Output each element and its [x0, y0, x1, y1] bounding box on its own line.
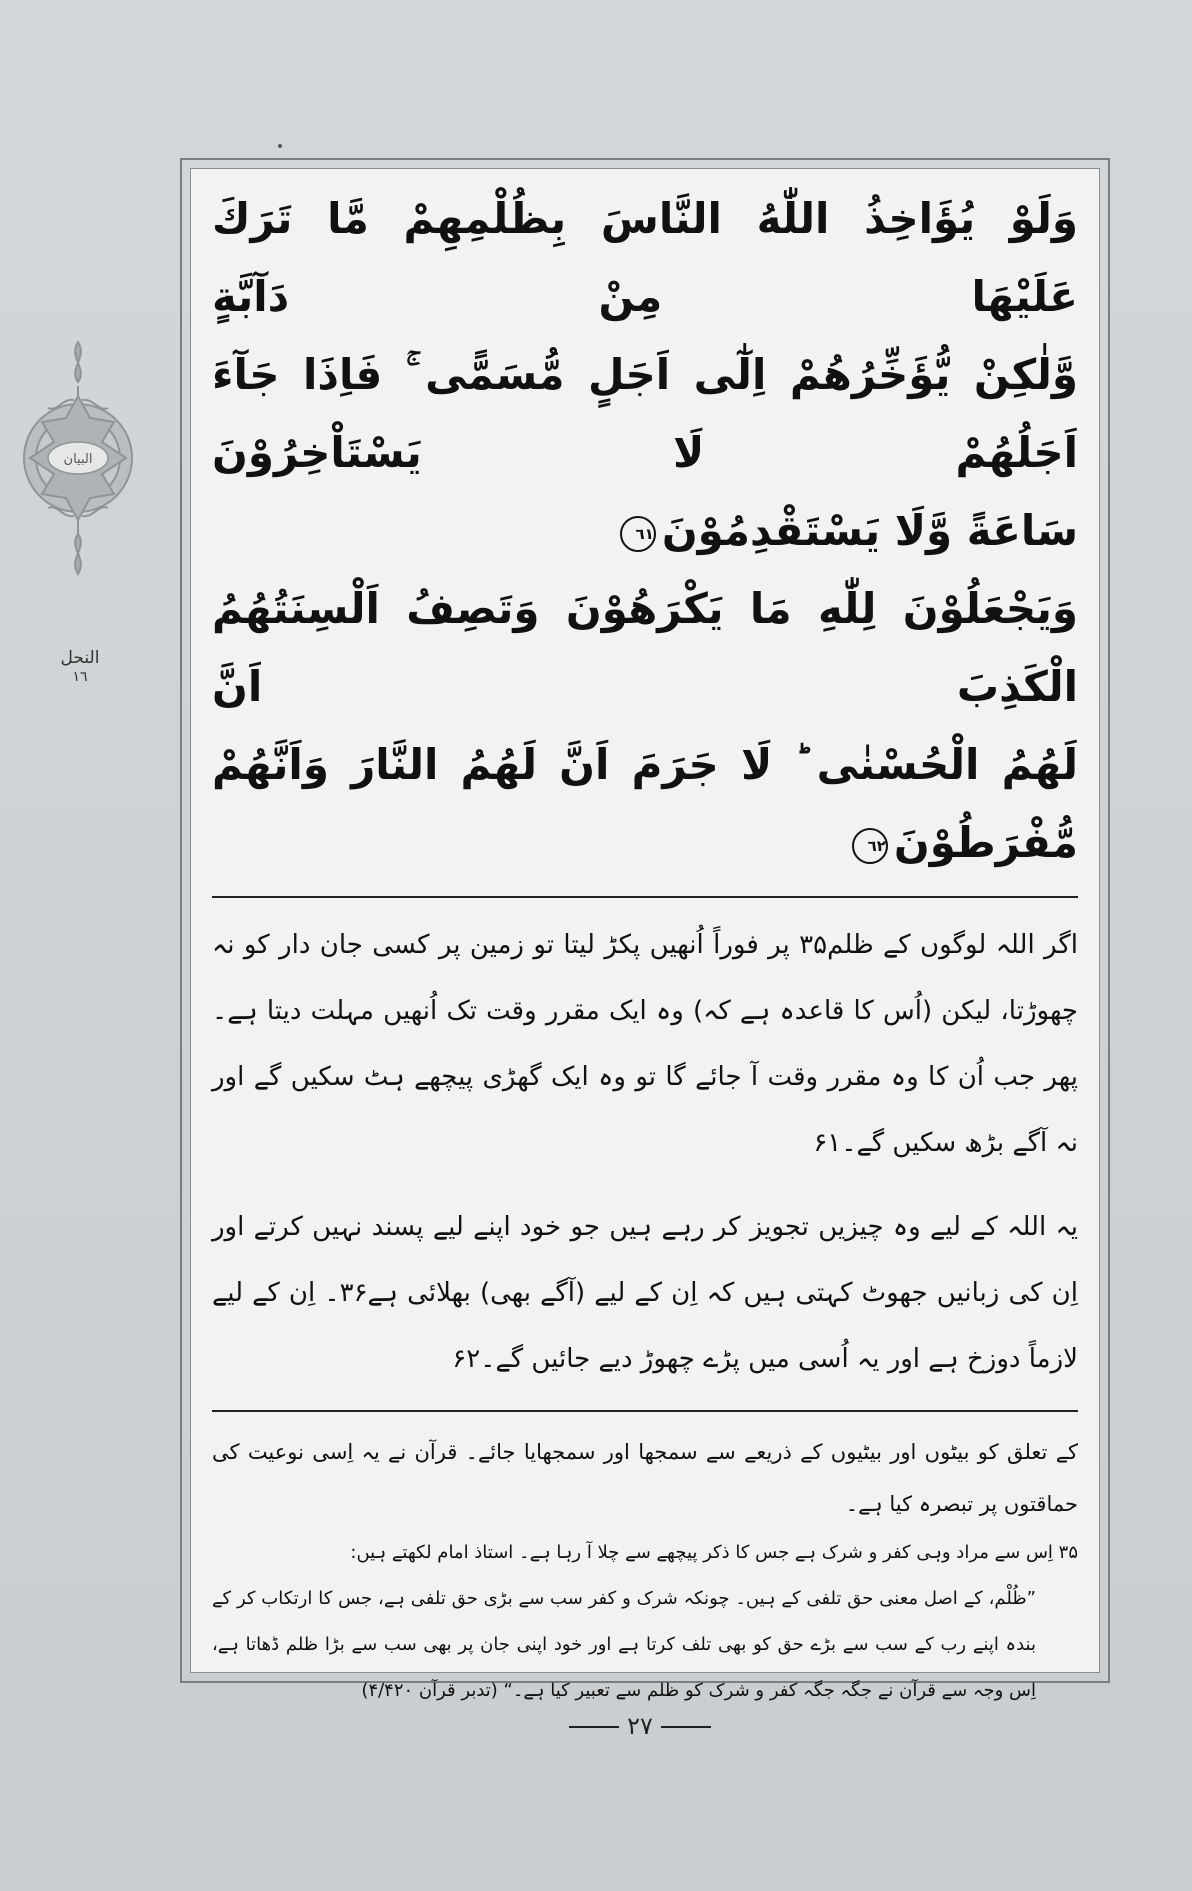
- translation-61: اگر اللہ لوگوں کے ظلم۳۵ پر فوراً اُنھیں پکڑ لیتا تو زمین پر کسی جان دار کو نہ چھوڑتا، لیکن (اُس کا قاعدہ ہے کہ) وہ ایک مقرر وقت تک اُنھیں مہلت دیتا ہے۔ پھر جب اُن کا وہ مقرر وقت آ جائے گا تو وہ ایک گھڑی پیچھے ہٹ سکیں گے اور نہ آگے بڑھ سکیں گے۔۶۱: [212, 930, 1079, 1158]
- page-number-dash: [569, 1726, 619, 1728]
- footnote-35-quote: ”ظُلْم، کے اصل معنی حق تلفی کے ہیں۔ چونکہ شرک و کفر سب سے بڑی حق تلفی ہے، جس کا ارتکاب کر کے بندہ اپنے رب کے سب سے بڑے حق کو بھی تلف کرتا ہے اور خود اپنی جان پر بھی سب سے بڑا ظلم ڈھاتا ہے، اِس وجہ سے قرآن نے جگہ جگہ کفر و شرک کو ظلم سے تعبیر کیا ہے۔“ (تدبر قرآن ۴/۴۲۰): [212, 1588, 1036, 1701]
- page-content: [212, 180, 1078, 1714]
- speck: [278, 144, 282, 148]
- ayah-62-line-2: [212, 726, 1078, 882]
- divider-rule: [212, 896, 1078, 898]
- surah-number: ١٦: [72, 669, 88, 685]
- note-continuation: کے تعلق کو بیٹوں اور بیٹیوں کے ذریعے سے سمجھا اور سمجھایا جائے۔ قرآن نے یہ اِسی نوعیت کی حماقتوں پر تبصرہ کیا ہے۔: [212, 1440, 1078, 1516]
- page-number-text: ۲۷: [627, 1712, 653, 1740]
- translation-62: یہ اللہ کے لیے وہ چیزیں تجویز کر رہے ہیں جو خود اپنے لیے پسند نہیں کرتے اور اِن کی زبانیں جھوٹ کہتی ہیں کہ اِن کے لیے (آگے بھی) بھلائی ہے۳۶۔ اِن کے لیے لازماً دوزخ ہے اور یہ اُسی میں پڑے چھوڑ دیے جائیں گے۔۶۲: [212, 1212, 1079, 1374]
- divider-rule: [212, 1410, 1078, 1412]
- ayah-61-number: ٦١: [620, 516, 656, 552]
- ayah-62-line-1: وَيَجْعَلُوْنَ لِلّٰهِ مَا يَكْرَهُوْنَ وَتَصِفُ اَلْسِنَتُهُمُ الْكَذِبَ اَنَّ: [212, 584, 1078, 711]
- surah-label: [48, 648, 112, 686]
- ayah-61-line-3: [212, 492, 1078, 570]
- page-number-dash: [661, 1726, 711, 1728]
- surah-name: النحل: [60, 648, 100, 668]
- ayah-61-line-3-text: سَاعَةً وَّلَا يَسْتَقْدِمُوْنَ: [661, 506, 1078, 555]
- ornament-emblem-icon: [18, 338, 138, 578]
- ayah-61-line-1: وَلَوْ يُؤَاخِذُ اللّٰهُ النَّاسَ بِظُلْمِهِمْ مَّا تَرَكَ عَلَيْهَا مِنْ دَآبَّةٍ: [212, 194, 1078, 321]
- ayah-62-line-2-text: لَهُمُ الْحُسْنٰى ؕ لَا جَرَمَ اَنَّ لَهُمُ النَّارَ وَاَنَّهُمْ مُّفْرَطُوْنَ: [212, 740, 1078, 867]
- ayah-62-number: ٦٢: [852, 828, 888, 864]
- footnote-35-intro: ۳۵ اِس سے مراد وہی کفر و شرک ہے جس کا ذکر پیچھے سے چلا آ رہا ہے۔ استاذ امام لکھتے ہیں:: [350, 1542, 1078, 1563]
- ayah-61-line-2: وَّلٰكِنْ يُّؤَخِّرُهُمْ اِلٰٓى اَجَلٍ مُّسَمًّى ۚ فَاِذَا جَآءَ اَجَلُهُمْ لَا يَسْتَاْخِرُوْنَ: [212, 350, 1078, 477]
- page-number: [560, 1712, 720, 1740]
- emblem-text: البیان: [63, 452, 93, 467]
